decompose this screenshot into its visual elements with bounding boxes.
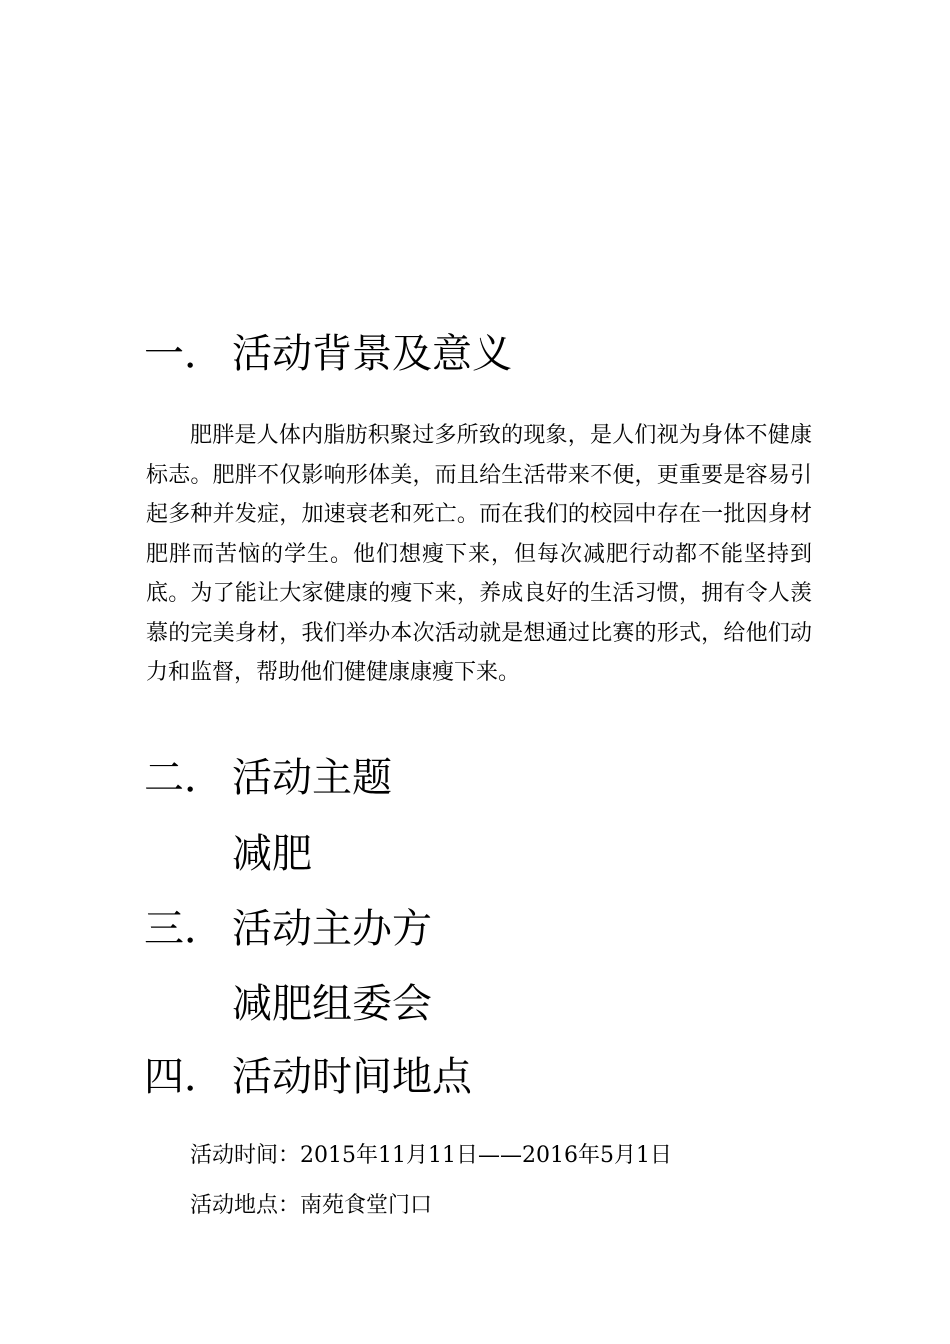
section-heading-3 bbox=[144, 905, 432, 953]
section-title: 活动背景及意义 bbox=[232, 331, 512, 377]
time-value: 2015年11月11日——2016年5月1日 bbox=[300, 1143, 672, 1168]
section-heading-4 bbox=[144, 1053, 472, 1101]
time-label: 活动时间： bbox=[190, 1143, 301, 1168]
section-title: 活动主题 bbox=[232, 755, 392, 801]
section-number: 三． bbox=[144, 906, 224, 952]
section-number: 二． bbox=[144, 755, 224, 801]
section-title: 活动时间地点 bbox=[232, 1054, 472, 1100]
section-title: 活动主办方 bbox=[232, 906, 432, 952]
place-label: 活动地点： bbox=[190, 1193, 301, 1218]
activity-place bbox=[190, 1191, 432, 1221]
place-value: 南苑食堂门口 bbox=[300, 1193, 433, 1218]
section-content-2: 减肥 bbox=[232, 831, 312, 877]
background-text: 肥胖是人体内脂肪积聚过多所致的现象，是人们视为身体不健康标志。肥胖不仅影响形体美，而且给生活带来不便，更重要是容易引起多种并发症，加速衰老和死亡。而在我们的校园中存在一批因身材肥胖而苦恼的学生。他们想瘦下来，但每次减肥行动都不能坚持到底。为了能让大家健康的瘦下来，养成良好的生活习惯，拥有令人羡慕的完美身材，我们举办本次活动就是想通过比赛的形式，给他们动力和监督，帮助他们健健康康瘦下来。 bbox=[146, 423, 812, 685]
section-number: 一． bbox=[144, 331, 224, 377]
section-number: 四． bbox=[144, 1054, 224, 1100]
activity-time bbox=[190, 1141, 672, 1171]
section-heading-2 bbox=[144, 754, 392, 802]
background-paragraph bbox=[146, 416, 812, 693]
section-heading-1 bbox=[144, 330, 512, 378]
section-content-3: 减肥组委会 bbox=[232, 981, 432, 1027]
